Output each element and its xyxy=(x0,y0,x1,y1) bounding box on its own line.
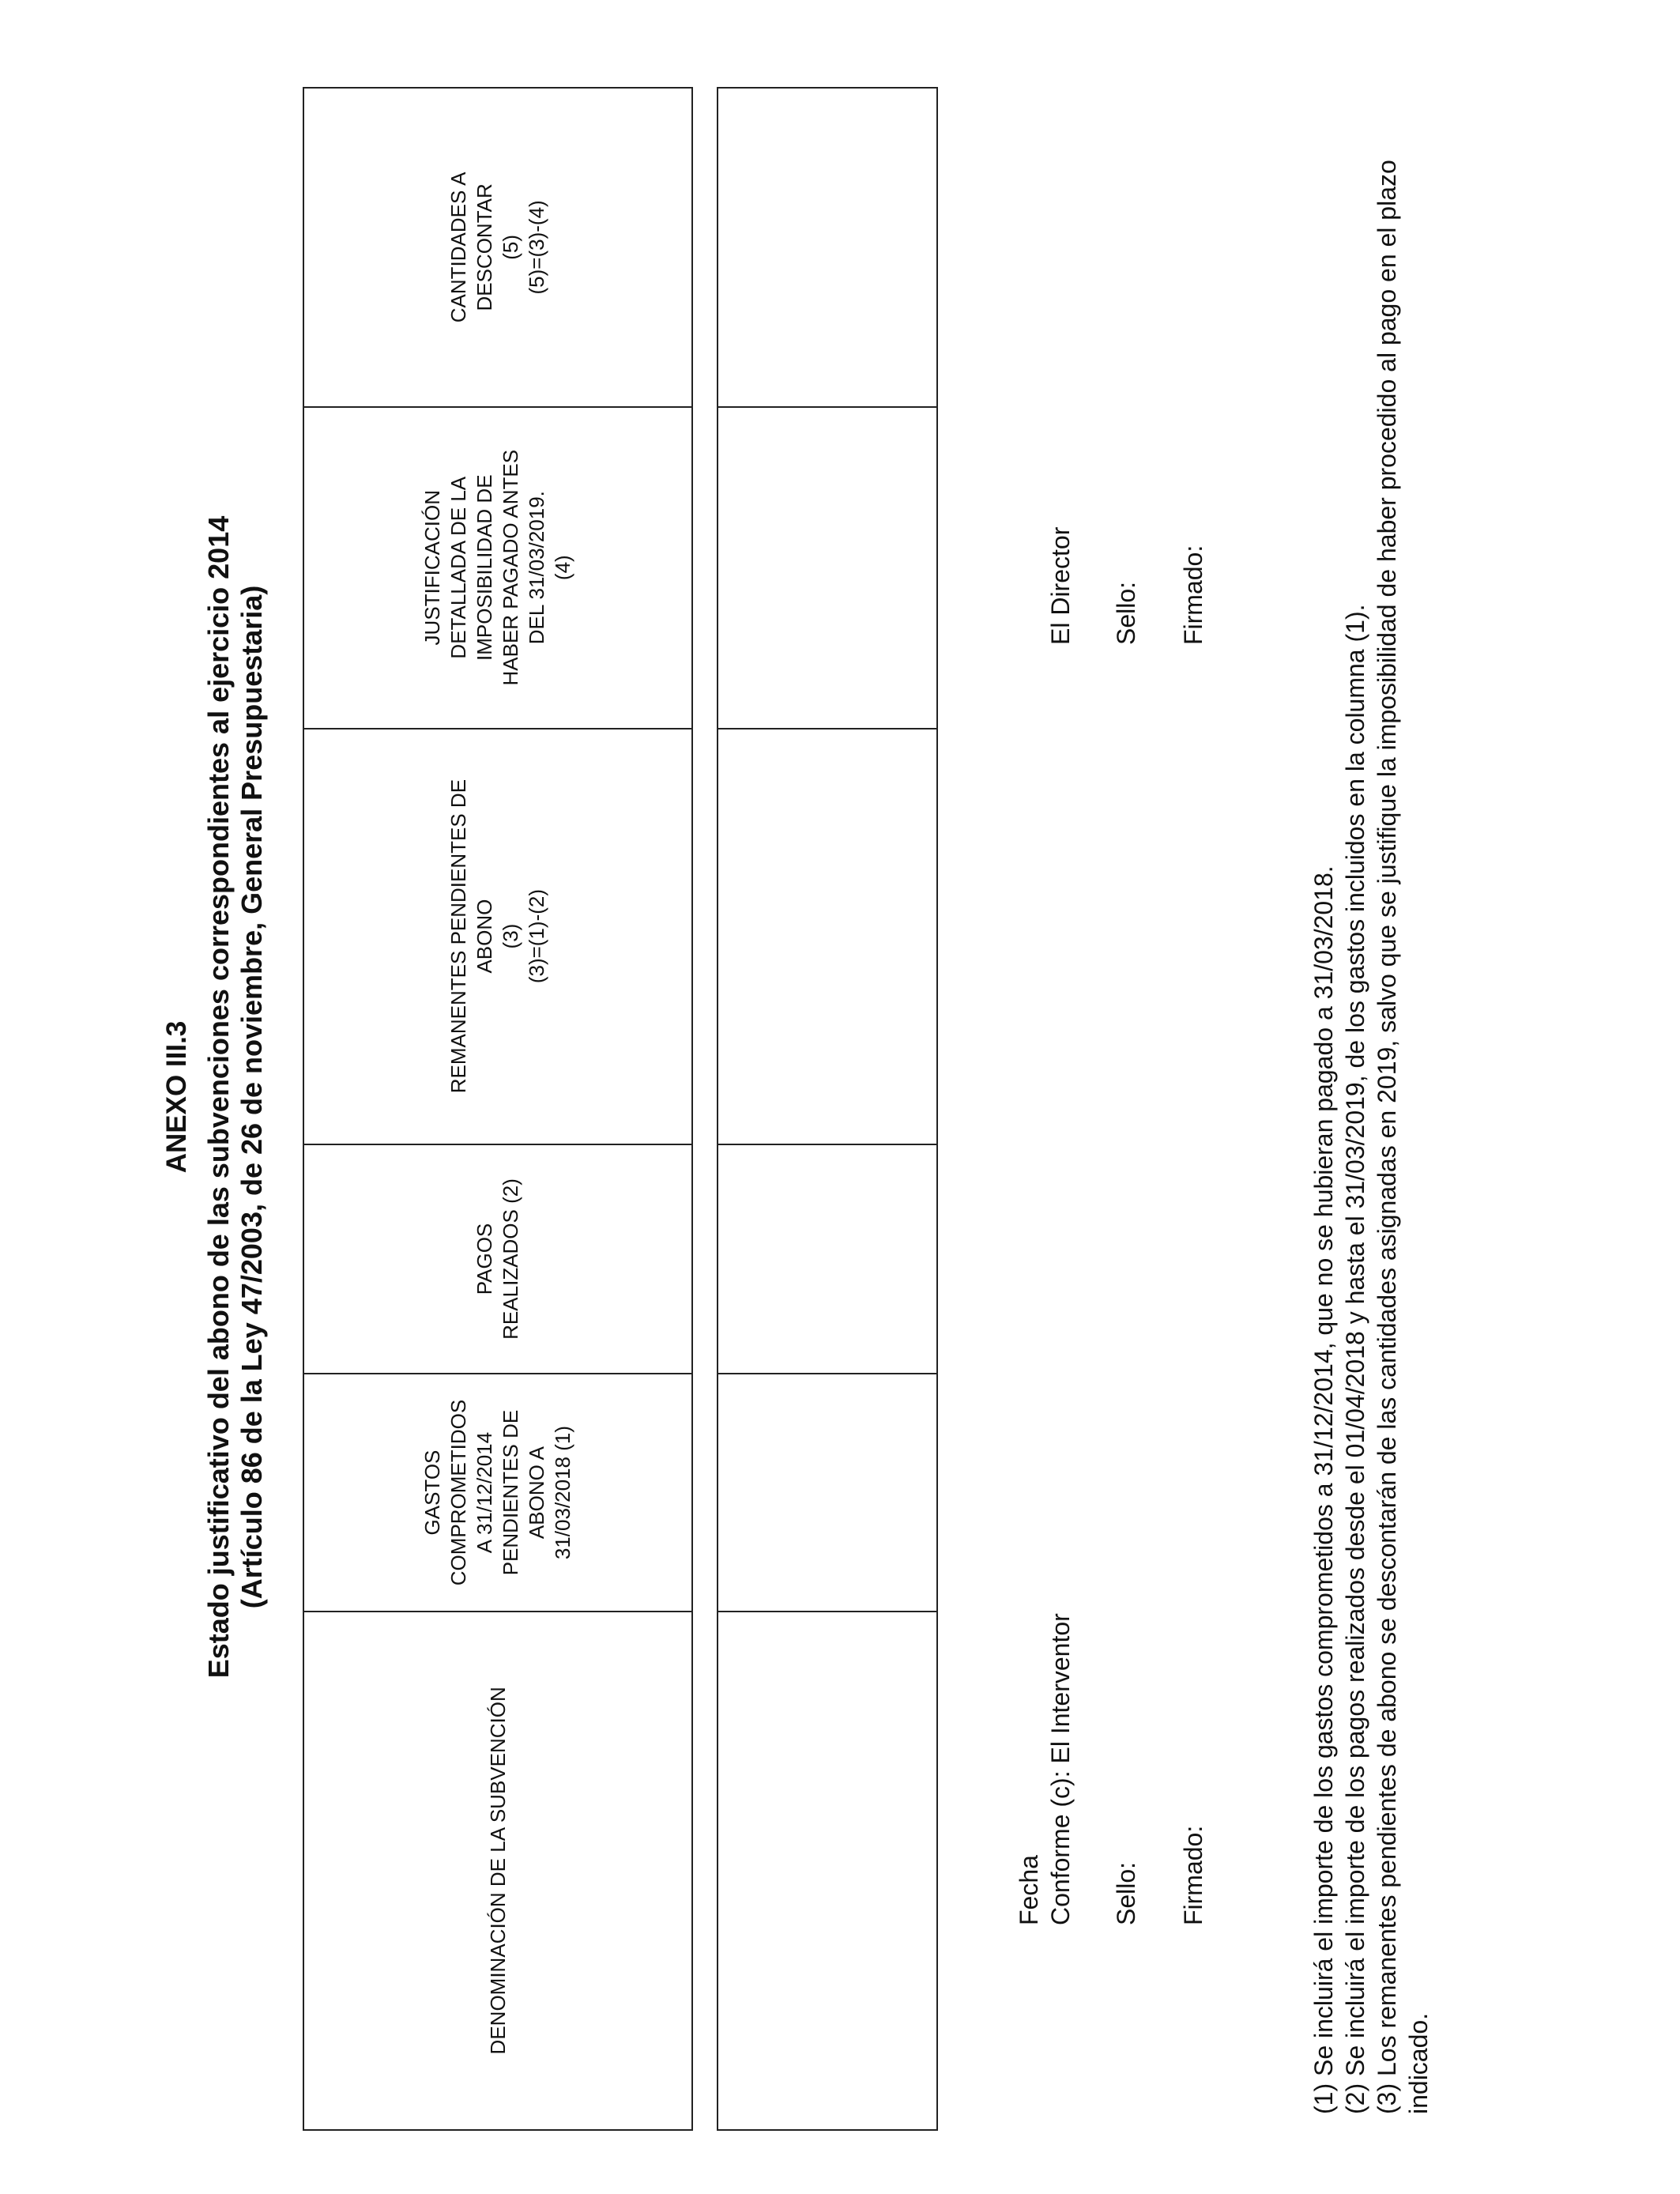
header-remanentes xyxy=(303,729,692,1144)
subsidy-table xyxy=(303,87,693,2131)
header-line: JUSTIFICACIÓN xyxy=(420,489,444,646)
header-line: (5) xyxy=(499,235,522,260)
header-line: ABONO A xyxy=(525,1446,548,1540)
footnote-2: (2) Se incluirá el importe de los pagos realizados desde el 01/04/2018 y hasta el 31/03/2019, de los gastos incluidos en la columna (1). xyxy=(1341,604,1369,2114)
header-line: GASTOS xyxy=(420,1449,444,1536)
header-line: CANTIDADES A xyxy=(446,172,470,323)
cell-justificacion[interactable] xyxy=(718,407,937,729)
header-line: (3) xyxy=(499,923,522,949)
header-line: DESCONTAR xyxy=(473,183,496,311)
firmado-left-label: Firmado: xyxy=(1179,1825,1207,1925)
header-line: HABER PAGADO ANTES xyxy=(499,449,522,686)
table-header-row xyxy=(303,88,692,2130)
table-row xyxy=(718,88,937,2130)
footnotes xyxy=(1308,91,1434,2114)
cell-pagos-realizados[interactable] xyxy=(718,1144,937,1374)
cell-gastos-comprometidos[interactable] xyxy=(718,1374,937,1611)
conforme-interventor-label: Conforme (c): El Interventor xyxy=(1046,1613,1075,1925)
header-line: PAGOS xyxy=(473,1223,496,1295)
header-cantidades-descontar xyxy=(303,88,692,407)
cell-denominacion[interactable] xyxy=(718,1612,937,2130)
header-line: COMPROMETIDOS xyxy=(446,1399,470,1586)
sello-left-label: Sello: xyxy=(1112,1861,1140,1925)
firmado-right-label: Firmado: xyxy=(1179,545,1207,645)
header-pagos-realizados xyxy=(303,1144,692,1374)
sello-right-label: Sello: xyxy=(1112,581,1140,645)
header-line: 31/03/2018 (1) xyxy=(551,1425,574,1560)
annex-heading: ANEXO III.3 xyxy=(161,1020,192,1174)
entry-table xyxy=(717,87,938,2131)
header-line: (5)=(3)-(4) xyxy=(525,200,548,295)
cell-remanentes[interactable] xyxy=(718,729,937,1144)
header-justificacion xyxy=(303,407,692,729)
document-subtitle: (Artículo 86 de la Ley 47/2003, de 26 de noviembre, General Presupuestaria) xyxy=(235,585,268,1609)
footnote-3: (3) Los remanentes pendientes de abono se descontarán de las cantidades asignadas en 2019, salvo que se justifique la imposibilidad de haber procedido al pago en el plazo indicado. xyxy=(1373,160,1433,2114)
header-denominacion xyxy=(303,1612,692,2130)
header-line: DEL 31/03/2019. xyxy=(525,491,548,645)
header-line: DETALLADA DE LA xyxy=(446,476,470,659)
document-title: Estado justificativo del abono de las subvenciones correspondientes al ejercicio 2014 xyxy=(202,515,235,1679)
cell-cantidades-descontar[interactable] xyxy=(718,88,937,407)
header-line: (4) xyxy=(551,555,574,581)
header-line: A 31/12/2014 xyxy=(473,1431,496,1554)
footnote-1: (1) Se incluirá el importe de los gastos comprometidos a 31/12/2014, que no se hubieran pagado a 31/03/2018. xyxy=(1309,865,1338,2114)
header-gastos-comprometidos xyxy=(303,1374,692,1611)
director-label: El Director xyxy=(1046,526,1075,645)
header-line: DENOMINACIÓN DE LA SUBVENCIÓN xyxy=(485,1687,510,2055)
header-line: PENDIENTES DE xyxy=(499,1409,522,1576)
fecha-label: Fecha xyxy=(1015,1855,1043,1925)
header-line: REALIZADOS (2) xyxy=(499,1178,522,1340)
header-line: IMPOSIBILIDAD DE xyxy=(473,474,496,661)
header-line: REMANENTES PENDIENTES DE xyxy=(446,778,470,1094)
header-line: ABONO xyxy=(473,899,496,974)
header-line: (3)=(1)-(2) xyxy=(525,889,548,984)
